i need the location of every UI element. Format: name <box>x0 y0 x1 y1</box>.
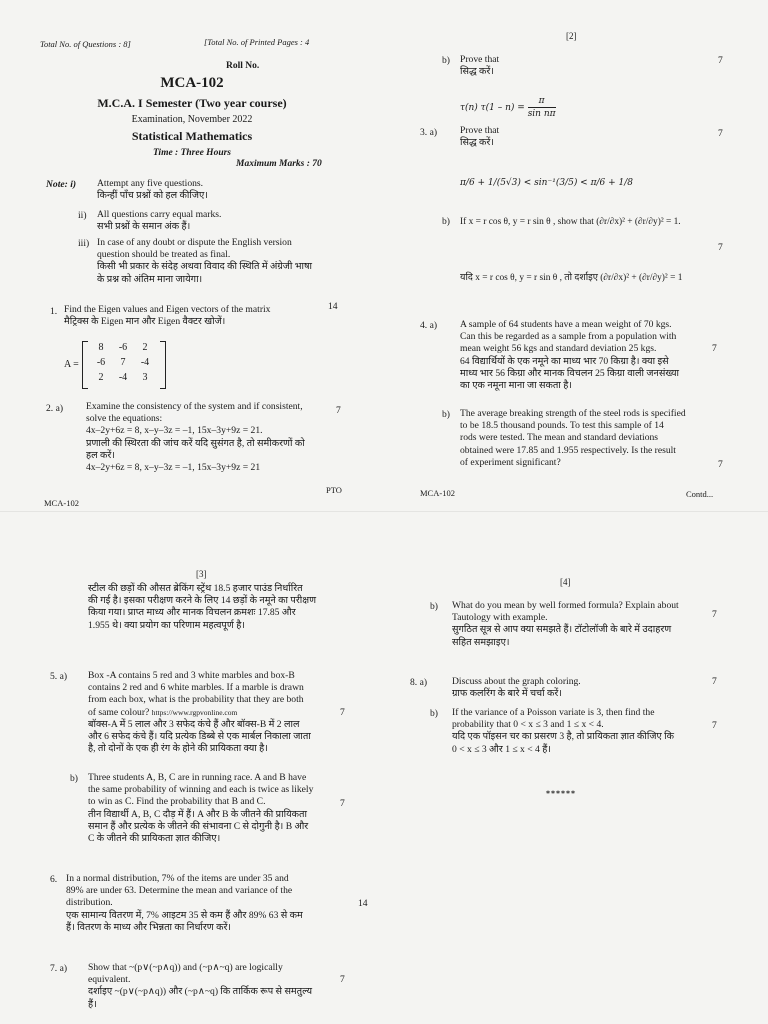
q7-number: 7. a) <box>50 963 68 974</box>
pto: PTO <box>326 485 342 495</box>
matrix-left-bracket <box>82 341 88 389</box>
q2a-text: Examine the consistency of the system and if consistent, solve the equations: 4x–2y+6z = 8, x–y–3z = –1, 15x–3y+9z = 21. प्रणाली की स्थिरता की जांच करें यदि सुसंगत है, तो समीकरणों को हल करें। 4x–2y+6z = 8, x–y–3z = –1, 15x–3y+9z = 21 <box>86 401 305 474</box>
q2b-text: Prove that सिद्ध करें। <box>460 54 500 78</box>
time: Time : Three Hours <box>152 148 232 158</box>
matrix-cell: 2 <box>142 342 148 354</box>
matrix-cell: 2 <box>98 372 104 384</box>
q2a-marks: 7 <box>336 405 341 416</box>
matrix-row <box>90 341 156 356</box>
q3b-number: b) <box>442 216 450 227</box>
matrix-cell: 7 <box>120 357 126 369</box>
q6-number: 6. <box>50 874 58 885</box>
matrix-cell: -4 <box>140 357 150 369</box>
matrix-row <box>90 356 156 371</box>
q4b-hindi: स्टील की छड़ों की औसत ब्रेकिंग स्ट्रेंथ 18.5 हजार पाउंड निर्धारित की गई है। इसका परीक्षण करने के लिए 14 छड़ों के नमूने का परीक्षण किया गया। प्राप्त माध्य और मानक विचलन क्रमशः 17.85 और 1.955 थे। क्या प्रयोग का परिणाम महत्वपूर्ण है। <box>88 583 317 631</box>
q4b-text: The average breaking strength of the steel rods is specified to be 18.5 thousand pounds. To test this sample of 14 rods were tested. The mean and standard deviations obtained were 17.85 and 1.955 respectively. Is the result of experiment significant? <box>460 408 686 468</box>
matrix-cell: -6 <box>118 342 128 354</box>
course: M.C.A. I Semester (Two year course) <box>97 96 287 110</box>
q6-text: In a normal distribution, 7% of the items are under 35 and 89% are under 63. Determine the mean and variance of the distribution. एक सामान्य वितरण में, 7% आइटम 35 से कम हैं और 89% 63 से कम हैं। वितरण के माध्य और भिन्नता का निर्धारण करें। <box>66 873 303 933</box>
matrix-row <box>90 371 156 386</box>
q2b-marks: 7 <box>718 55 723 66</box>
q8b-number: b) <box>430 708 438 719</box>
end-marker: ****** <box>546 789 576 798</box>
page-number: [3] <box>196 569 207 579</box>
q4b-marks: 7 <box>718 459 723 470</box>
q1-marks: 14 <box>328 301 338 312</box>
page-1 <box>0 0 384 512</box>
q7b-text: What do you mean by well formed formula? Explain about Tautology with example. सुगठित सूत्र से आप क्या समझते हैं। टॉटोलॉजी के बारे में उदाहरण सहित समझाइए। <box>452 600 679 648</box>
subject: Statistical Mathematics <box>131 129 253 143</box>
footer-code: MCA-102 <box>420 488 455 498</box>
note-2: All questions carry equal marks. सभी प्रश्नों के समान अंक हैं। <box>97 209 222 233</box>
contd: Contd... <box>686 489 714 499</box>
q2-number: 2. a) <box>46 403 64 414</box>
note-2-number: ii) <box>78 210 87 221</box>
footer-code: MCA-102 <box>44 498 79 508</box>
page-number: [2] <box>566 31 577 41</box>
q7b-number: b) <box>430 601 438 612</box>
q5a-text: Box -A contains 5 red and 3 white marbles and box-B contains 2 red and 6 white marbles. If a marble is drawn from each box, what is the probability that they are both of same colour? https://www.rgpvonline.com बॉक्स-A में 5 लाल और 3 सफेद कंचे हैं और बॉक्स-B में 2 लाल और 6 सफेद कंचे हैं। यदि प्रत्येक डिब्बे से एक मार्बल निकाला जाता है, तो दोनों के एक ही रंग के होने की प्रायिकता क्या है। <box>88 670 311 755</box>
matrix-cell: 8 <box>98 342 104 354</box>
q3-number: 3. a) <box>420 127 438 138</box>
matrix-label: A = <box>64 359 79 370</box>
q1-number: 1. <box>50 306 58 317</box>
q4b-number: b) <box>442 409 450 420</box>
q2b-formula: τ(n) τ(1 – n) = $\frac{\pi}{\text{sin nπ}}$ <box>460 96 556 120</box>
q3a-text: Prove that सिद्ध करें। <box>460 125 500 149</box>
q8a-text: Discuss about the graph coloring. ग्राफ कलरिंग के बारे में चर्चा करें। <box>452 676 581 700</box>
q8-number: 8. a) <box>410 677 428 688</box>
matrix-a <box>82 341 166 387</box>
note-label: Note: i) <box>46 179 77 190</box>
note-1: Attempt any five questions. किन्हीं पाँच प्रश्नों को हल कीजिए। <box>97 178 208 202</box>
matrix-cell: -6 <box>96 357 106 369</box>
q8b-marks: 7 <box>712 720 717 731</box>
total-questions: Total No. of Questions : 8] <box>40 39 131 49</box>
max-marks: Maximum Marks : 70 <box>236 159 322 169</box>
q7b-marks: 7 <box>712 609 717 620</box>
q8a-marks: 7 <box>712 676 717 687</box>
q5-number: 5. a) <box>50 671 68 682</box>
total-pages: [Total No. of Printed Pages : 4 <box>204 37 310 47</box>
q7a-marks: 7 <box>340 974 345 985</box>
matrix-right-bracket <box>160 341 166 389</box>
q3b-hindi: यदि x = r cos θ, y = r sin θ , तो दर्शाइए (∂r/∂x)² + (∂r/∂y)² = 1 <box>460 273 683 283</box>
q4a-marks: 7 <box>712 343 717 354</box>
q3a-marks: 7 <box>718 128 723 139</box>
matrix-grid <box>90 341 156 386</box>
watermark-url: https://www.rgpvonline.com <box>151 707 238 717</box>
q5b-marks: 7 <box>340 798 345 809</box>
page-4 <box>384 512 768 1024</box>
page-3 <box>0 512 384 1024</box>
page-2 <box>384 0 768 512</box>
paper-code: MCA-102 <box>160 75 224 91</box>
note-3-number: iii) <box>78 238 90 249</box>
q5b-text: Three students A, B, C are in running race. A and B have the same probability of winning and each is twice as likely to win as C. Find the probability that B and C. तीन विद्यार्थी A, B, C दौड़ में हैं। A और B के जीतने की प्रायिकता समान हैं और प्रत्येक के जीतने की संभावना C से दोगुनी है। B और C के जीतने की प्रायिकता ज्ञात कीजिए। <box>88 772 314 845</box>
matrix-cell: -4 <box>118 372 128 384</box>
note-3: In case of any doubt or dispute the English version question should be treated as final. किसी भी प्रकार के संदेह अथवा विवाद की स्थिति में अंग्रेजी भाषा के प्रश्न को अंतिम माना जायेगा। <box>97 237 313 285</box>
matrix-cell: 3 <box>142 372 148 384</box>
q6-marks: 14 <box>358 898 368 909</box>
q1-text: Find the Eigen values and Eigen vectors of the matrix मैट्रिक्स के Eigen मान और Eigen वैक्टर खोजें। <box>64 304 271 328</box>
q8b-text: If the variance of a Poisson variate is 3, then find the probability that 0 < x ≤ 3 and 1 ≤ x < 4. यदि एक पॉइसन चर का प्रसरण 3 है, तो प्रायिकता ज्ञात कीजिए कि 0 < x ≤ 3 और 1 ≤ x < 4 हैं। <box>452 707 674 755</box>
q3b-text: If x = r cos θ, y = r sin θ , show that (∂r/∂x)² + (∂r/∂y)² = 1. <box>460 217 681 227</box>
q3a-formula: π/6 + 1/(5√3) < sin⁻¹(3/5) < π/6 + 1/8 <box>460 178 634 188</box>
q5b-number: b) <box>70 773 78 784</box>
q2b-number: b) <box>442 55 450 66</box>
q4-number: 4. a) <box>420 320 438 331</box>
q5a-marks: 7 <box>340 707 345 718</box>
q7a-text: Show that ~(p∨(~p∧q)) and (~p∧~q) are logically equivalent. दर्शाइए ~(p∨(~p∧q)) और (~p∧~q) कि तार्किक रूप से समतुल्य हैं। <box>88 962 313 1010</box>
exam-session: Examination, November 2022 <box>131 114 253 125</box>
q3b-marks: 7 <box>718 242 723 253</box>
q4a-text: A sample of 64 students have a mean weight of 70 kgs. Can this be regarded as a sample from a population with mean weight 56 kgs and standard deviation 25 kgs. 64 विद्यार्थियों के एक नमूने का माध्य भार 70 किग्रा है। क्या इसे माध्य भार 56 किग्रा और मानक विचलन 25 किग्रा वाली जनसंख्या का एक नमूना माना जा सकता है। <box>460 319 680 392</box>
roll-no: Roll No. <box>226 61 260 71</box>
page-number: [4] <box>560 577 571 587</box>
